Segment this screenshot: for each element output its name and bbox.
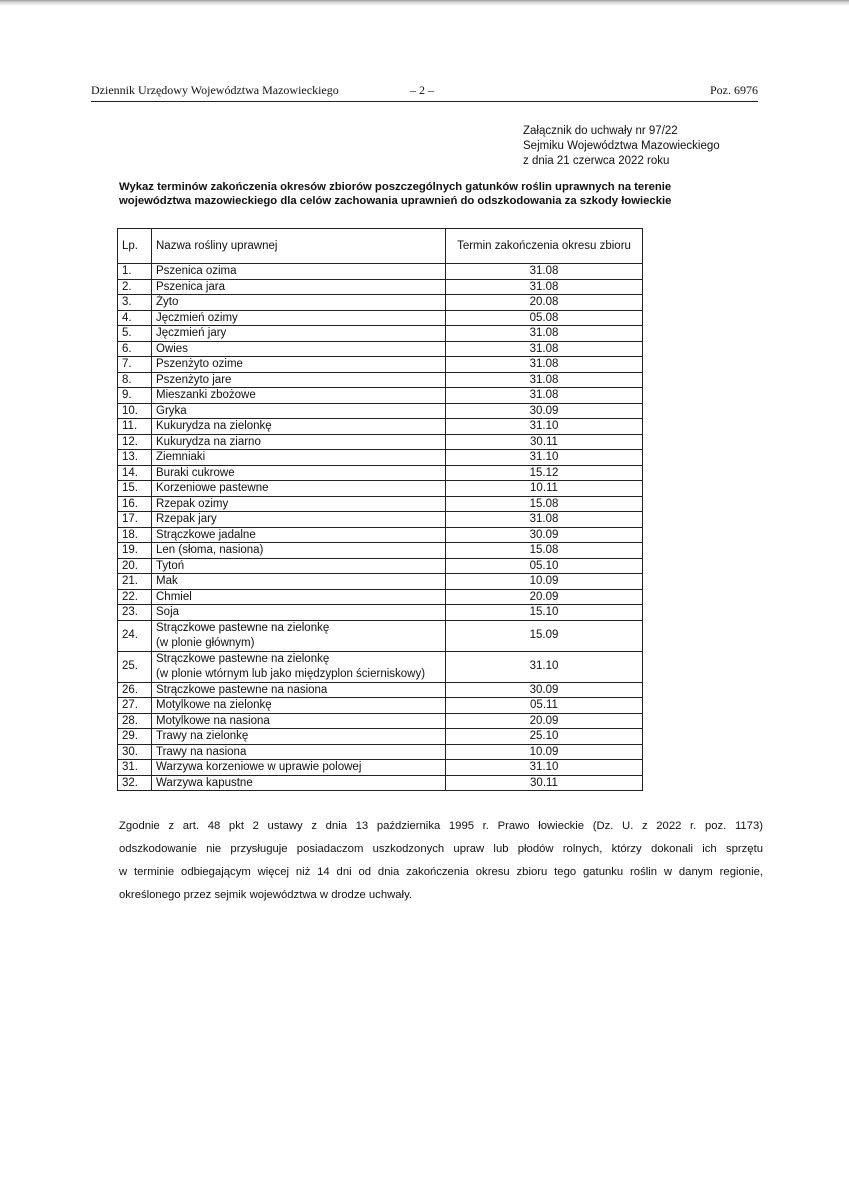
column-header-term: Termin zakończenia okresu zbioru xyxy=(446,229,643,264)
crop-name: Rzepak ozimy xyxy=(152,496,446,512)
row-number: 3. xyxy=(118,295,152,311)
title-line: województwa mazowieckiego dla celów zachowania uprawnień do odszkodowania za szkody łowieckie xyxy=(119,195,672,207)
crop-name: Warzywa kapustne xyxy=(152,775,446,791)
crop-name: Len (słoma, nasiona) xyxy=(152,543,446,559)
legal-note-line: w terminie odbiegającym więcej niż 14 dni od dnia zakończenia okresu zbioru tego gatunku roślin w danym regionie, xyxy=(119,866,763,878)
table-header-row xyxy=(118,229,643,264)
harvest-end-date: 10.09 xyxy=(446,574,643,590)
table-row xyxy=(118,419,643,435)
harvest-end-date: 05.11 xyxy=(446,698,643,714)
annex-line: Sejmiku Województwa Mazowieckiego xyxy=(523,140,720,152)
crop-name: Trawy na nasiona xyxy=(152,744,446,760)
crop-name: Tytoń xyxy=(152,558,446,574)
table-row xyxy=(118,465,643,481)
row-number: 10. xyxy=(118,403,152,419)
row-number: 22. xyxy=(118,589,152,605)
harvest-end-date: 31.08 xyxy=(446,279,643,295)
harvest-end-date: 30.09 xyxy=(446,403,643,419)
row-number: 15. xyxy=(118,481,152,497)
row-number: 16. xyxy=(118,496,152,512)
row-number: 14. xyxy=(118,465,152,481)
row-number: 2. xyxy=(118,279,152,295)
harvest-end-date: 31.08 xyxy=(446,326,643,342)
table-row xyxy=(118,450,643,466)
crop-name-line: Strączkowe pastewne na zielonkę xyxy=(156,622,330,634)
row-number: 5. xyxy=(118,326,152,342)
harvest-end-date: 25.10 xyxy=(446,729,643,745)
crop-name: Strączkowe pastewne na nasiona xyxy=(152,682,446,698)
crop-name: Pszenżyto ozime xyxy=(152,357,446,373)
row-number: 31. xyxy=(118,760,152,776)
table-row xyxy=(118,651,643,682)
crop-name: Rzepak jary xyxy=(152,512,446,528)
row-number: 1. xyxy=(118,264,152,280)
harvest-end-date: 15.12 xyxy=(446,465,643,481)
crop-name: Pszenica jara xyxy=(152,279,446,295)
table-row xyxy=(118,310,643,326)
crop-name: Buraki cukrowe xyxy=(152,465,446,481)
table-row xyxy=(118,760,643,776)
table-row xyxy=(118,279,643,295)
table-row xyxy=(118,729,643,745)
harvest-end-date: 30.11 xyxy=(446,434,643,450)
harvest-end-date: 31.08 xyxy=(446,264,643,280)
harvest-end-date: 20.08 xyxy=(446,295,643,311)
row-number: 28. xyxy=(118,713,152,729)
harvest-end-date: 15.08 xyxy=(446,496,643,512)
harvest-end-date: 31.08 xyxy=(446,388,643,404)
crop-name: Pszenica ozima xyxy=(152,264,446,280)
crop-name: Owies xyxy=(152,341,446,357)
crop-name: Trawy na zielonkę xyxy=(152,729,446,745)
row-number: 8. xyxy=(118,372,152,388)
crop-name: Mak xyxy=(152,574,446,590)
harvest-end-date: 31.10 xyxy=(446,760,643,776)
crops-table xyxy=(117,228,643,791)
harvest-end-date: 31.08 xyxy=(446,341,643,357)
table-row xyxy=(118,574,643,590)
table-row xyxy=(118,698,643,714)
row-number: 30. xyxy=(118,744,152,760)
table-row xyxy=(118,543,643,559)
table-row xyxy=(118,388,643,404)
title-line: Wykaz terminów zakończenia okresów zbiorów poszczególnych gatunków roślin uprawnych na terenie xyxy=(119,181,672,193)
table-row xyxy=(118,434,643,450)
harvest-end-date: 15.09 xyxy=(446,620,643,651)
crop-name: Kukurydza na ziarno xyxy=(152,434,446,450)
crop-name: Ziemniaki xyxy=(152,450,446,466)
harvest-end-date: 31.08 xyxy=(446,357,643,373)
table-row xyxy=(118,775,643,791)
row-number: 6. xyxy=(118,341,152,357)
table-row xyxy=(118,496,643,512)
crop-name: Warzywa korzeniowe w uprawie polowej xyxy=(152,760,446,776)
row-number: 11. xyxy=(118,419,152,435)
table-row xyxy=(118,372,643,388)
page-number: – 2 – xyxy=(410,83,434,97)
row-number: 19. xyxy=(118,543,152,559)
header-rule xyxy=(91,101,758,102)
table-row xyxy=(118,744,643,760)
row-number: 29. xyxy=(118,729,152,745)
crop-name: Jęczmień jary xyxy=(152,326,446,342)
annex-note xyxy=(523,124,720,169)
harvest-end-date: 05.10 xyxy=(446,558,643,574)
row-number: 7. xyxy=(118,357,152,373)
row-number: 20. xyxy=(118,558,152,574)
crop-name xyxy=(152,620,446,651)
table-row xyxy=(118,605,643,621)
table-row xyxy=(118,620,643,651)
crop-name: Strączkowe jadalne xyxy=(152,527,446,543)
row-number: 23. xyxy=(118,605,152,621)
harvest-end-date: 30.11 xyxy=(446,775,643,791)
row-number: 26. xyxy=(118,682,152,698)
table-row xyxy=(118,527,643,543)
harvest-end-date: 31.10 xyxy=(446,450,643,466)
crop-name: Gryka xyxy=(152,403,446,419)
crop-name-qualifier: (w plonie wtórnym lub jako międzyplon ścierniskowy) xyxy=(156,667,426,680)
row-number: 18. xyxy=(118,527,152,543)
column-header-lp: Lp. xyxy=(118,229,152,264)
legal-note-line: Zgodnie z art. 48 pkt 2 ustawy z dnia 13 października 1995 r. Prawo łowieckie (Dz. U. z 2022 r. poz. 1173) xyxy=(119,820,763,832)
table-row xyxy=(118,481,643,497)
harvest-end-date: 20.09 xyxy=(446,589,643,605)
crop-name: Jęczmień ozimy xyxy=(152,310,446,326)
scan-edge xyxy=(0,0,849,6)
row-number: 32. xyxy=(118,775,152,791)
legal-note xyxy=(119,815,763,907)
position-number: Poz. 6976 xyxy=(710,83,758,97)
harvest-end-date: 10.11 xyxy=(446,481,643,497)
document-title xyxy=(119,180,719,208)
column-header-name: Nazwa rośliny uprawnej xyxy=(152,229,446,264)
legal-note-line: odszkodowanie nie przysługuje posiadaczom uszkodzonych upraw lub płodów rolnych, którzy dokonali ich sprzętu xyxy=(119,843,763,855)
crop-name-qualifier: (w plonie głównym) xyxy=(156,636,255,649)
table-row xyxy=(118,341,643,357)
table-row xyxy=(118,326,643,342)
harvest-end-date: 15.08 xyxy=(446,543,643,559)
row-number: 13. xyxy=(118,450,152,466)
harvest-end-date: 31.10 xyxy=(446,419,643,435)
table-row xyxy=(118,295,643,311)
harvest-end-date: 31.10 xyxy=(446,651,643,682)
crop-name: Pszenżyto jare xyxy=(152,372,446,388)
table-row xyxy=(118,512,643,528)
row-number: 25. xyxy=(118,651,152,682)
annex-line: z dnia 21 czerwca 2022 roku xyxy=(523,155,670,167)
row-number: 21. xyxy=(118,574,152,590)
table-row xyxy=(118,558,643,574)
harvest-end-date: 31.08 xyxy=(446,372,643,388)
row-number: 9. xyxy=(118,388,152,404)
crop-name: Motylkowe na nasiona xyxy=(152,713,446,729)
harvest-end-date: 15.10 xyxy=(446,605,643,621)
legal-note-line: określonego przez sejmik województwa w drodze uchwały. xyxy=(119,889,413,901)
table-row xyxy=(118,682,643,698)
crop-name: Kukurydza na zielonkę xyxy=(152,419,446,435)
crop-name-line: Strączkowe pastewne na zielonkę xyxy=(156,653,330,665)
journal-title: Dziennik Urzędowy Województwa Mazowieckiego xyxy=(91,83,339,97)
crop-name: Soja xyxy=(152,605,446,621)
table-row xyxy=(118,264,643,280)
table-row xyxy=(118,713,643,729)
row-number: 17. xyxy=(118,512,152,528)
page-header xyxy=(91,83,758,103)
table-row xyxy=(118,589,643,605)
row-number: 4. xyxy=(118,310,152,326)
crop-name: Mieszanki zbożowe xyxy=(152,388,446,404)
crop-name: Chmiel xyxy=(152,589,446,605)
harvest-end-date: 30.09 xyxy=(446,527,643,543)
crop-name xyxy=(152,651,446,682)
row-number: 27. xyxy=(118,698,152,714)
harvest-end-date: 20.09 xyxy=(446,713,643,729)
crop-name: Żyto xyxy=(152,295,446,311)
row-number: 24. xyxy=(118,620,152,651)
table-row xyxy=(118,357,643,373)
harvest-end-date: 31.08 xyxy=(446,512,643,528)
row-number: 12. xyxy=(118,434,152,450)
harvest-end-date: 10.09 xyxy=(446,744,643,760)
crop-name: Motylkowe na zielonkę xyxy=(152,698,446,714)
annex-line: Załącznik do uchwały nr 97/22 xyxy=(523,125,678,137)
crop-name: Korzeniowe pastewne xyxy=(152,481,446,497)
harvest-end-date: 30.09 xyxy=(446,682,643,698)
table-row xyxy=(118,403,643,419)
harvest-end-date: 05.08 xyxy=(446,310,643,326)
